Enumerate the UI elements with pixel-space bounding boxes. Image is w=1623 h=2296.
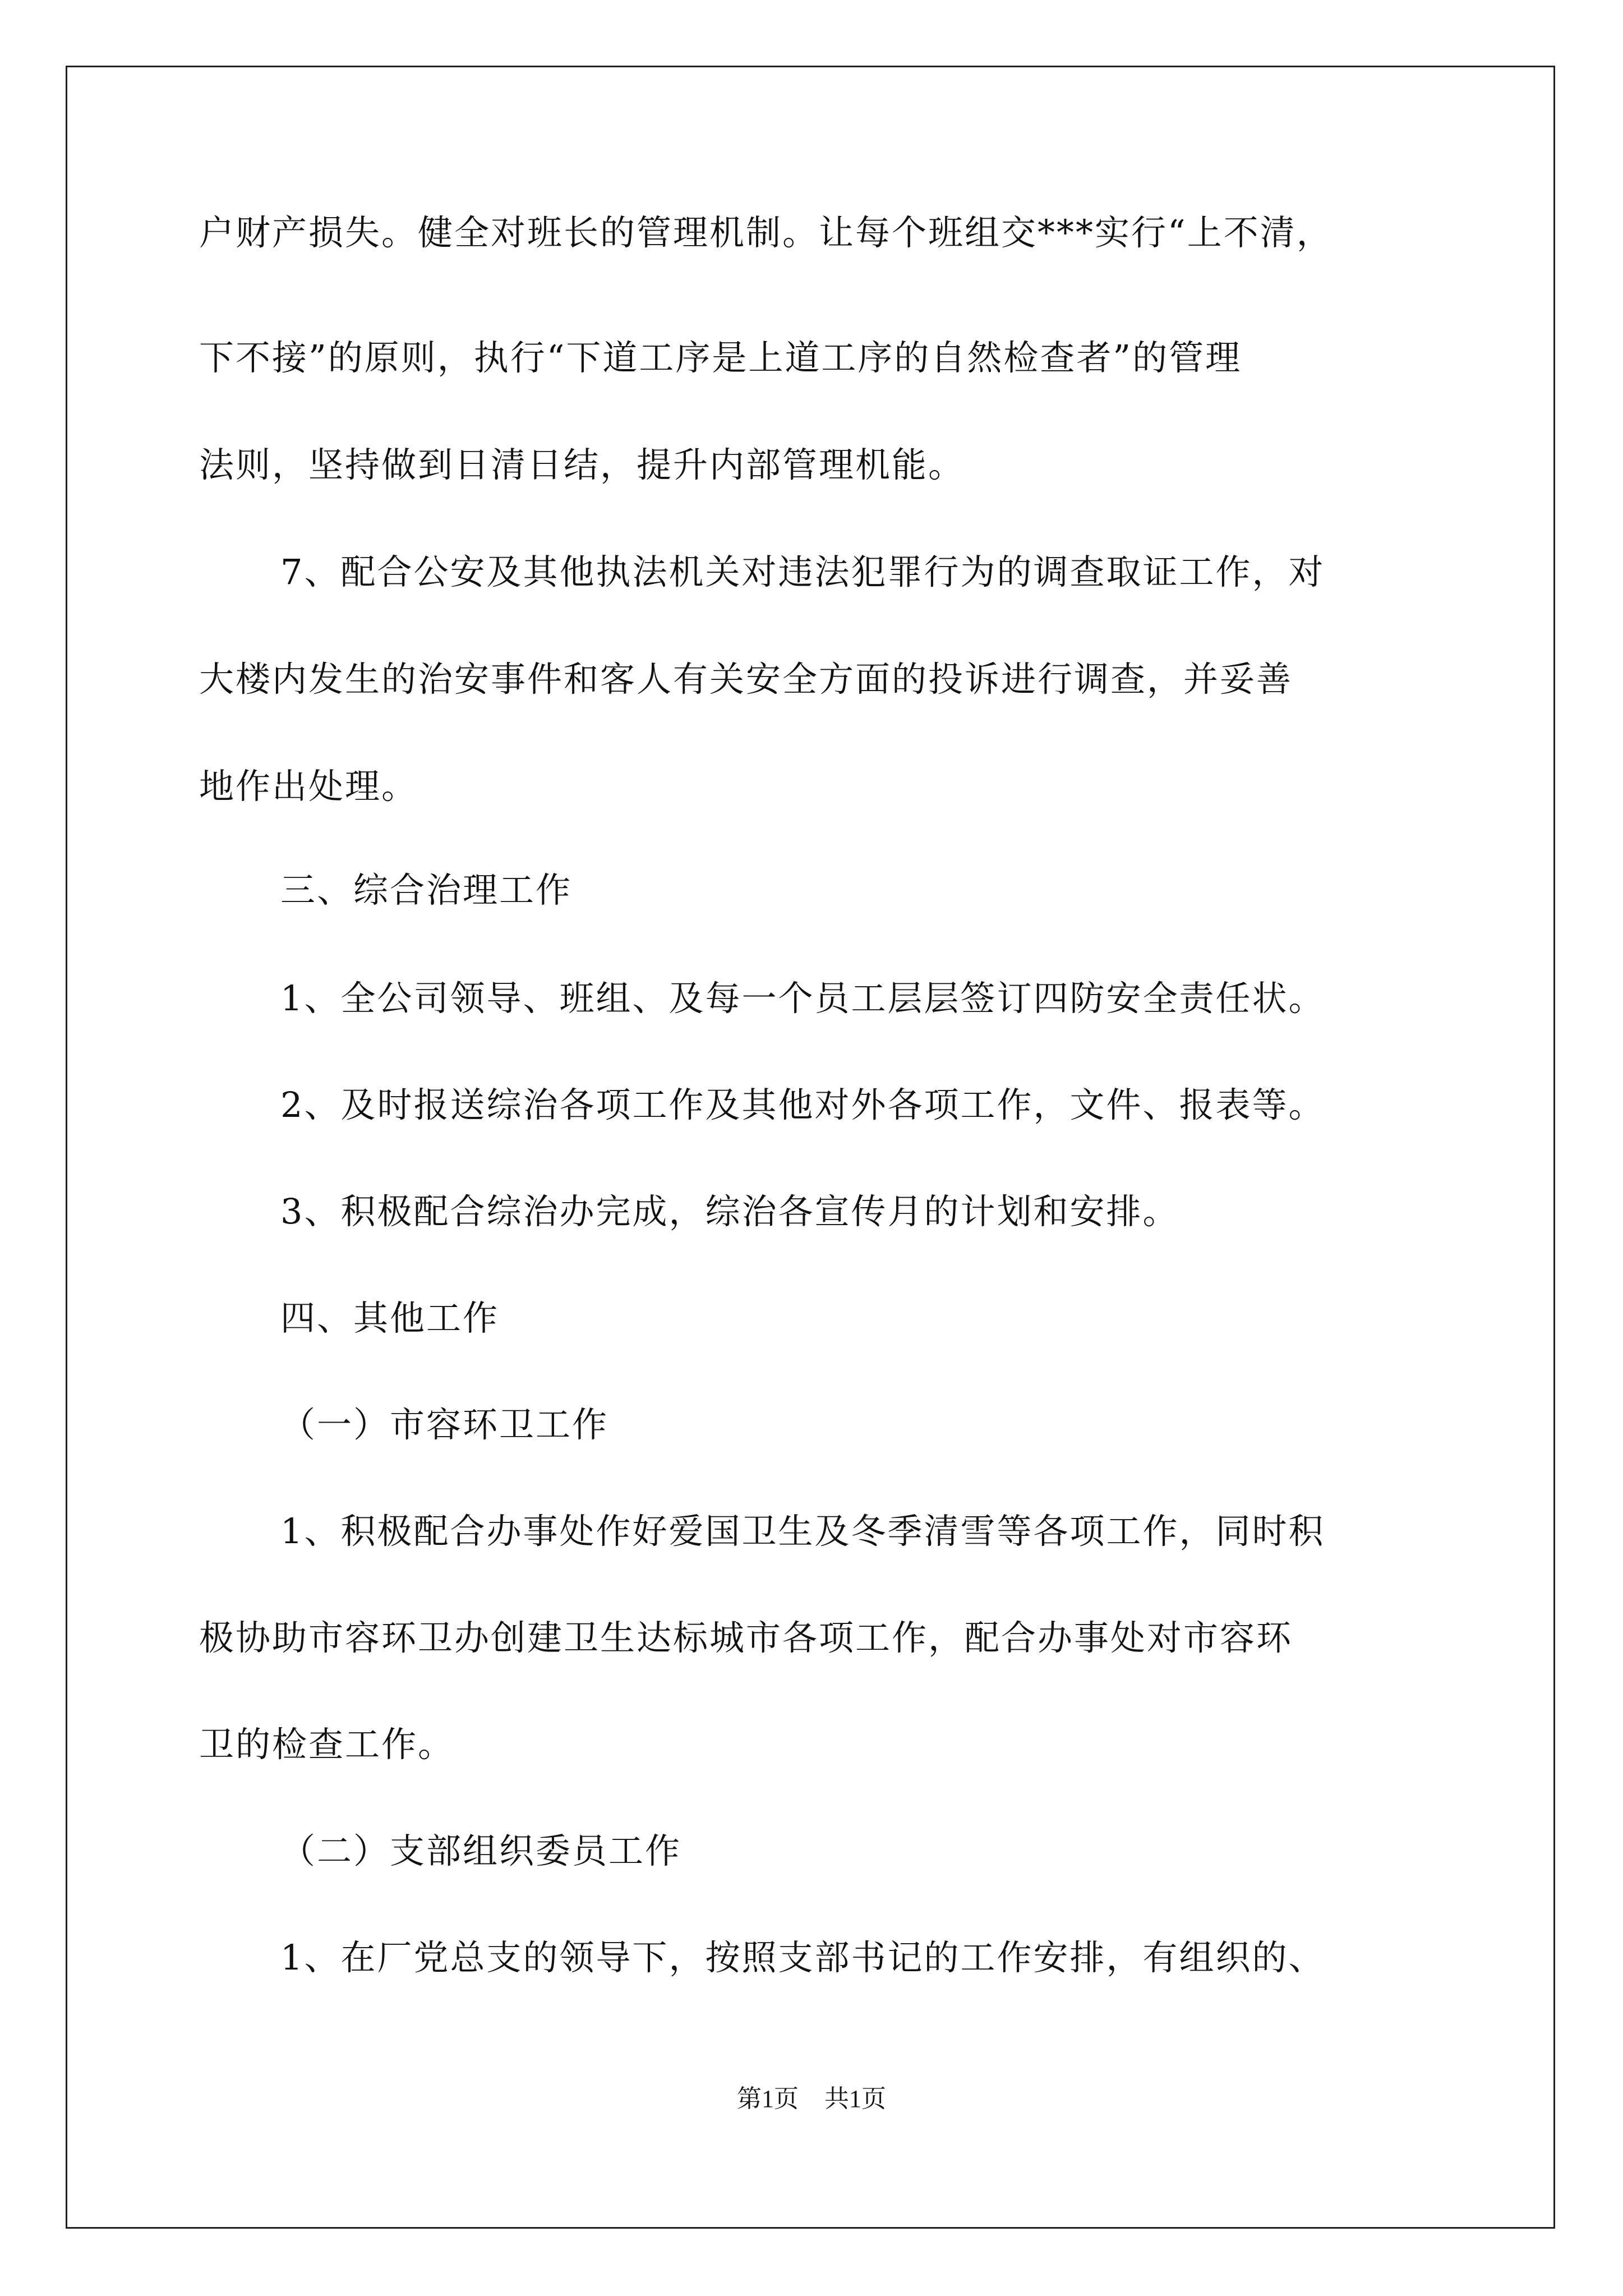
page-number: 第1页 xyxy=(737,2085,799,2113)
text-line: 7、配合公安及其他执法机关对违法犯罪行为的调查取证工作，对 xyxy=(280,551,1325,592)
text-line: 户财产损失。健全对班长的管理机制。让每个班组交***实行“上不清， xyxy=(199,212,1333,253)
section-heading: 三、综合治理工作 xyxy=(280,869,573,910)
text-line: 1、全公司领导、班组、及每一个员工层层签订四防安全责任状。 xyxy=(280,978,1325,1019)
text-line: 大楼内发生的治安事件和客人有关安全方面的投诉进行调查，并妥善 xyxy=(199,659,1293,700)
page-footer xyxy=(0,2082,1623,2116)
text-line: 3、积极配合综治办完成，综治各宣传月的计划和安排。 xyxy=(280,1191,1179,1232)
text-line: 2、及时报送综治各项工作及其他对外各项工作，文件、报表等。 xyxy=(280,1084,1325,1125)
text-line: 卫的检查工作。 xyxy=(199,1724,455,1765)
text-line: 法则，坚持做到日清日结，提升内部管理机能。 xyxy=(199,444,965,485)
section-heading: 四、其他工作 xyxy=(280,1297,500,1338)
subsection-heading: （二）支部组织委员工作 xyxy=(280,1830,682,1871)
text-line: 极协助市容环卫办创建卫生达标城市各项工作，配合办事处对市容环 xyxy=(199,1617,1293,1658)
text-line: 地作出处理。 xyxy=(199,766,418,807)
page-total: 共1页 xyxy=(824,2085,886,2113)
text-line: 1、在厂党总支的领导下，按照支部书记的工作安排，有组织的、 xyxy=(280,1937,1325,1978)
subsection-heading: （一）市容环卫工作 xyxy=(280,1404,609,1445)
text-line: 下不接”的原则，执行“下道工序是上道工序的自然检查者”的管理 xyxy=(199,337,1242,378)
page-border xyxy=(66,66,1555,2229)
text-line: 1、积极配合办事处作好爱国卫生及冬季清雪等各项工作，同时积 xyxy=(280,1511,1325,1552)
